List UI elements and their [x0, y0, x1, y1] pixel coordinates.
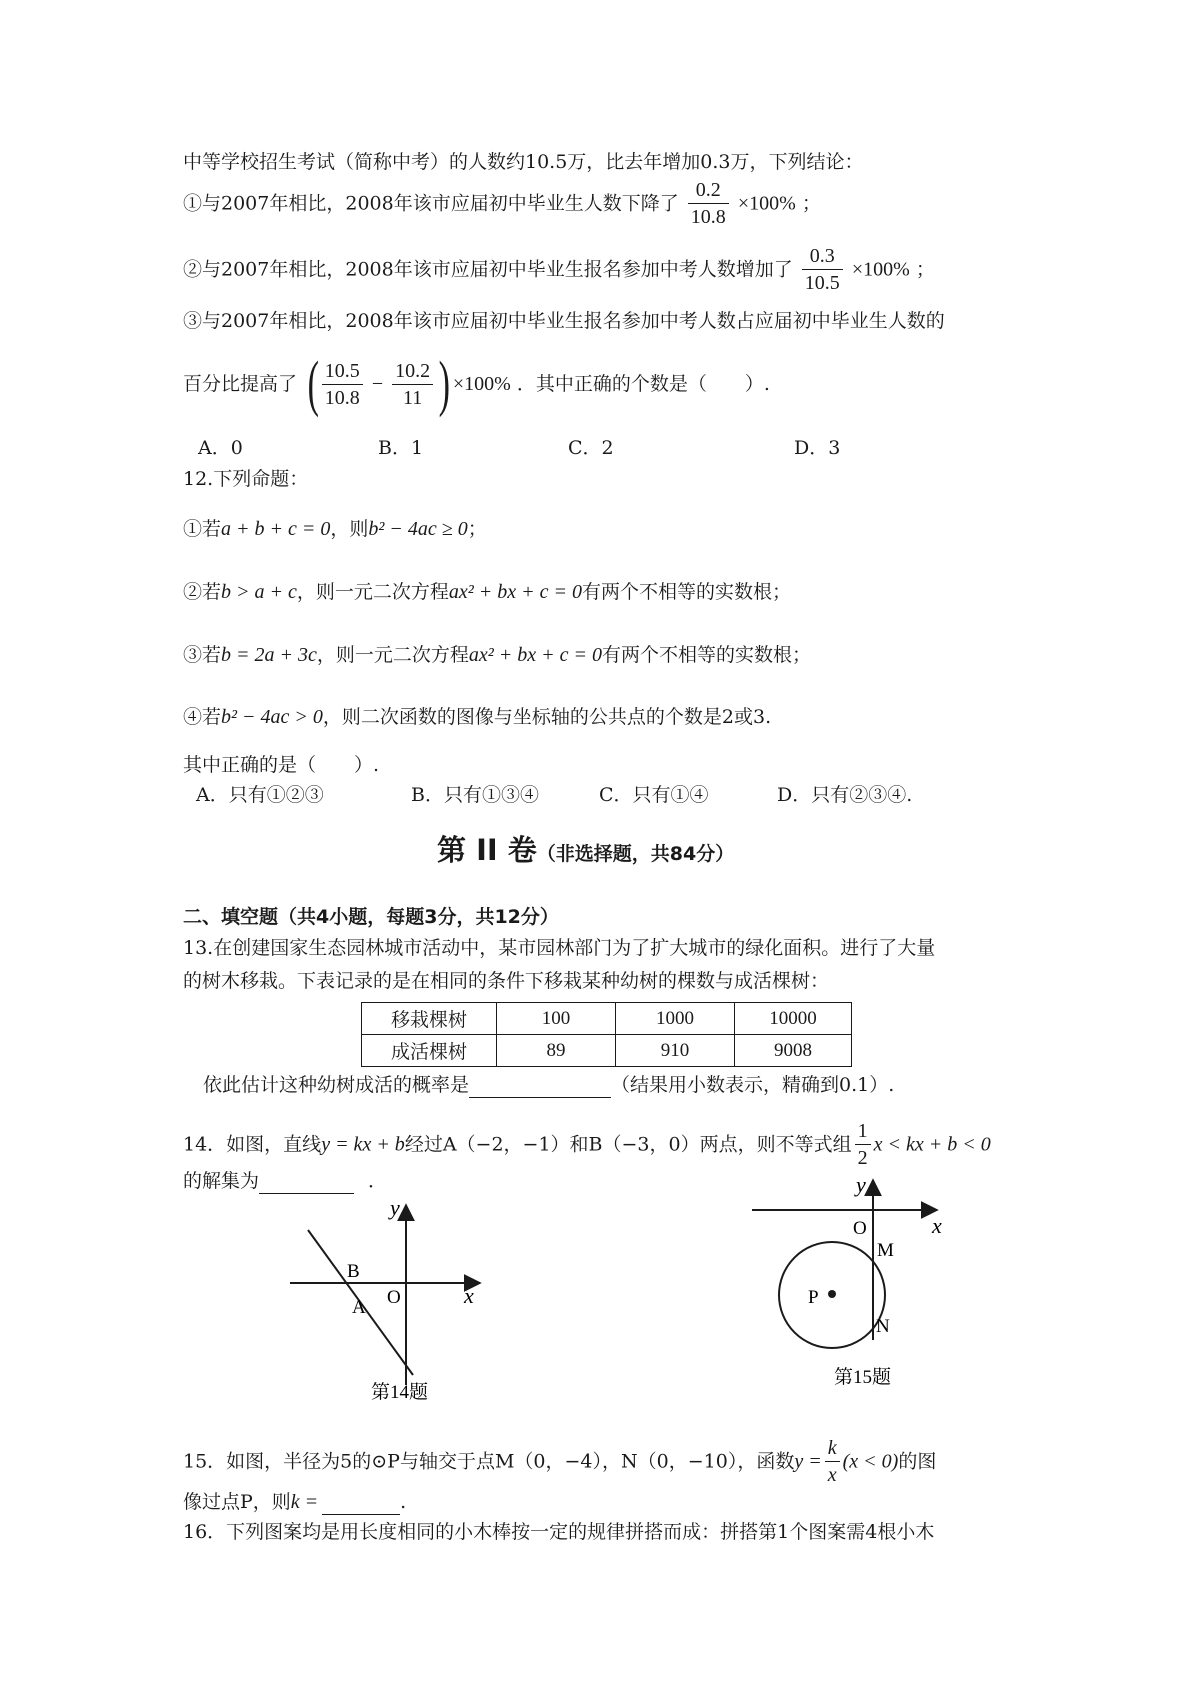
- q15-text: 的图: [898, 1450, 937, 1473]
- math-expression: b² − 4ac > 0: [221, 706, 323, 728]
- punctuation: ．: [368, 1170, 388, 1192]
- y-label: y: [856, 1172, 866, 1197]
- option-b[interactable]: B．只有①③④: [411, 784, 539, 806]
- figure-caption: 第15题: [834, 1367, 892, 1388]
- q15-line-1: [183, 1435, 936, 1488]
- punctuation: ；: [915, 258, 935, 281]
- part2-heading: [437, 830, 734, 874]
- fraction: [688, 177, 729, 230]
- q12-proposition-1: [183, 516, 487, 542]
- q11-statement-2: [183, 243, 935, 296]
- part2-title: 第 II 卷: [437, 833, 537, 867]
- point-b-label: B: [347, 1261, 360, 1282]
- answer-blank[interactable]: [469, 1077, 611, 1098]
- fraction: [825, 1435, 840, 1488]
- q14-text: 的解集为: [183, 1170, 260, 1192]
- statement-text: ②与2007年相比，2008年该市应届初中毕业生报名参加中考人数增加了: [183, 258, 793, 281]
- table-cell: 910: [616, 1035, 735, 1067]
- math-expression: x < kx + b < 0: [873, 1133, 991, 1156]
- fraction: [392, 358, 433, 411]
- math-expression: a + b + c = 0: [221, 518, 331, 540]
- part2-subtitle: （非选择题，共84分）: [536, 843, 735, 865]
- q12-ask: [183, 752, 379, 778]
- q12-proposition-3: [183, 642, 811, 668]
- fraction-numerator: 10.2: [392, 358, 433, 385]
- q13-text: 的树木移栽。下表记录的是在相同的条件下移栽某种幼树的棵数与成活棵树：: [183, 970, 830, 992]
- q11-statement-3a: [183, 308, 945, 334]
- math-expression: y =: [794, 1450, 822, 1473]
- q11-intro: [183, 149, 864, 175]
- fraction-denominator: 11: [403, 386, 423, 409]
- q15-text: 像过点P，则: [183, 1491, 291, 1513]
- percent-factor: ×100%: [737, 192, 796, 215]
- fraction-numerator: 0.3: [802, 243, 843, 270]
- fraction-denominator: 10.8: [324, 386, 360, 409]
- fraction-numerator: k: [825, 1435, 840, 1462]
- y-label: y: [390, 1195, 400, 1220]
- table-cell: 100: [497, 1003, 616, 1035]
- q12-proposition-2: [183, 579, 791, 605]
- fraction: [322, 358, 363, 411]
- x-label: x: [932, 1213, 942, 1238]
- q12-proposition-4: [183, 704, 771, 730]
- q16-line-1: [183, 1519, 934, 1545]
- point-p-label: P: [808, 1287, 819, 1308]
- option-b[interactable]: B．1: [378, 437, 424, 459]
- q15-text: 15．如图，半径为5的⊙P与轴交于点M（0，−4），N（0，−10），函数: [183, 1450, 795, 1473]
- q13-line-2: [183, 968, 829, 994]
- origin-label: O: [387, 1287, 401, 1308]
- q13-answer-prefix: 依此估计这种幼树成活的概率是: [203, 1074, 470, 1096]
- table-cell: 89: [497, 1035, 616, 1067]
- figure-14: [290, 1195, 530, 1425]
- fraction-denominator: x: [827, 1464, 837, 1486]
- punctuation: ；: [801, 192, 821, 215]
- answer-blank[interactable]: [322, 1494, 400, 1515]
- q16-text: 16．下列图案均是用长度相同的小木棒按一定的规律拼搭而成：拼搭第1个图案需4根小木: [183, 1521, 935, 1543]
- left-paren: (: [307, 350, 320, 418]
- fraction-numerator: 10.5: [322, 358, 363, 385]
- q11-statement-3b: [183, 350, 770, 418]
- answer-blank[interactable]: [259, 1173, 354, 1194]
- prop-text: ④若: [183, 706, 222, 728]
- fraction-numerator: 0.2: [688, 177, 729, 204]
- q14-text: 经过A（−2，−1）和B（−3，0）两点，则不等式组: [404, 1133, 852, 1156]
- x-label: x: [464, 1283, 474, 1308]
- q13-answer-suffix: （结果用小数表示，精确到0.1）.: [611, 1074, 895, 1096]
- table-cell: 10000: [735, 1003, 852, 1035]
- q11-intro-text: 中等学校招生考试（简称中考）的人数约10.5万，比去年增加0.3万，下列结论：: [183, 151, 864, 173]
- percent-factor: ×100%: [452, 373, 511, 395]
- prop-text: ③若: [183, 644, 222, 666]
- math-expression: k =: [290, 1491, 319, 1513]
- section2-title: 二、填空题（共4小题，每题3分，共12分）: [183, 906, 559, 928]
- statement-text: ①与2007年相比，2008年该市应届初中毕业生人数下降了: [183, 192, 679, 215]
- punctuation: ．其中正确的个数是（ ）.: [516, 373, 770, 395]
- option-d[interactable]: D．3: [794, 437, 841, 459]
- option-c[interactable]: C．只有①④: [599, 784, 709, 806]
- prop-text: 有两个不相等的实数根；: [602, 644, 812, 666]
- q11-statement-1: [183, 177, 821, 230]
- prop-text: ；: [467, 518, 487, 540]
- center-point-p: [828, 1290, 836, 1298]
- prop-text: ，则二次函数的图像与坐标轴的公共点的个数是2或3.: [322, 706, 772, 728]
- point-a-label: A: [352, 1297, 366, 1318]
- prop-text: ，则一元二次方程: [316, 644, 469, 666]
- q13-line-1: [183, 935, 935, 961]
- option-a[interactable]: A．0: [198, 437, 243, 459]
- q12-title: [183, 466, 308, 492]
- q13-answer-line: [203, 1072, 894, 1098]
- figure-caption: 第14题: [371, 1382, 429, 1403]
- figure-15: [752, 1170, 982, 1390]
- fraction-denominator: 10.8: [690, 206, 726, 228]
- fraction-numerator: 1: [855, 1118, 871, 1145]
- table-cell: 9008: [735, 1035, 852, 1067]
- point-n-label: N: [876, 1316, 890, 1337]
- q14-line-2: [183, 1168, 387, 1194]
- statement-text: 百分比提高了: [183, 373, 298, 395]
- prop-text: ，则: [330, 518, 369, 540]
- option-a[interactable]: A．只有①②③: [196, 784, 324, 806]
- q12-title-text: 12.下列命题：: [183, 468, 309, 490]
- q14-text: 14．如图，直线: [183, 1133, 322, 1156]
- option-c[interactable]: C．2: [568, 437, 614, 459]
- math-expression: b = 2a + 3c: [221, 644, 317, 666]
- table-cell: 1000: [616, 1003, 735, 1035]
- table-row: [362, 1003, 852, 1035]
- option-d[interactable]: D．只有②③④.: [777, 784, 913, 806]
- q12-ask-text: 其中正确的是（ ）.: [183, 754, 380, 776]
- point-m-label: M: [877, 1240, 894, 1261]
- minus-sign: −: [371, 373, 384, 395]
- table-cell: 移栽棵树: [362, 1003, 497, 1035]
- math-expression: y = kx + b: [321, 1133, 405, 1156]
- punctuation: .: [400, 1491, 407, 1513]
- q15-line-2: [183, 1489, 406, 1515]
- math-expression: ax² + bx + c = 0: [448, 581, 583, 603]
- survival-table: [361, 1002, 852, 1067]
- q13-text: 13.在创建国家生态园林城市活动中，某市园林部门为了扩大城市的绿化面积。进行了大量: [183, 937, 936, 959]
- fraction-denominator: 2: [857, 1147, 868, 1169]
- prop-text: ②若: [183, 581, 222, 603]
- prop-text: ，则一元二次方程: [296, 581, 449, 603]
- prop-text: 有两个不相等的实数根；: [582, 581, 792, 603]
- q14-line-1: [183, 1118, 991, 1171]
- right-paren: ): [438, 350, 451, 418]
- fraction: [855, 1118, 871, 1171]
- math-expression: b > a + c: [221, 581, 297, 603]
- statement-text: ③与2007年相比，2008年该市应届初中毕业生报名参加中考人数占应届初中毕业生人数的: [183, 310, 945, 332]
- percent-factor: ×100%: [851, 258, 910, 281]
- fraction: [802, 243, 843, 296]
- math-expression: b² − 4ac ≥ 0: [368, 518, 468, 540]
- math-expression: (x < 0): [842, 1450, 899, 1473]
- origin-label: O: [853, 1218, 867, 1239]
- prop-text: ①若: [183, 518, 222, 540]
- math-expression: ax² + bx + c = 0: [468, 644, 603, 666]
- table-row: [362, 1035, 852, 1067]
- section2-heading: [183, 904, 559, 930]
- table-cell: 成活棵树: [362, 1035, 497, 1067]
- fraction-denominator: 10.5: [804, 272, 840, 294]
